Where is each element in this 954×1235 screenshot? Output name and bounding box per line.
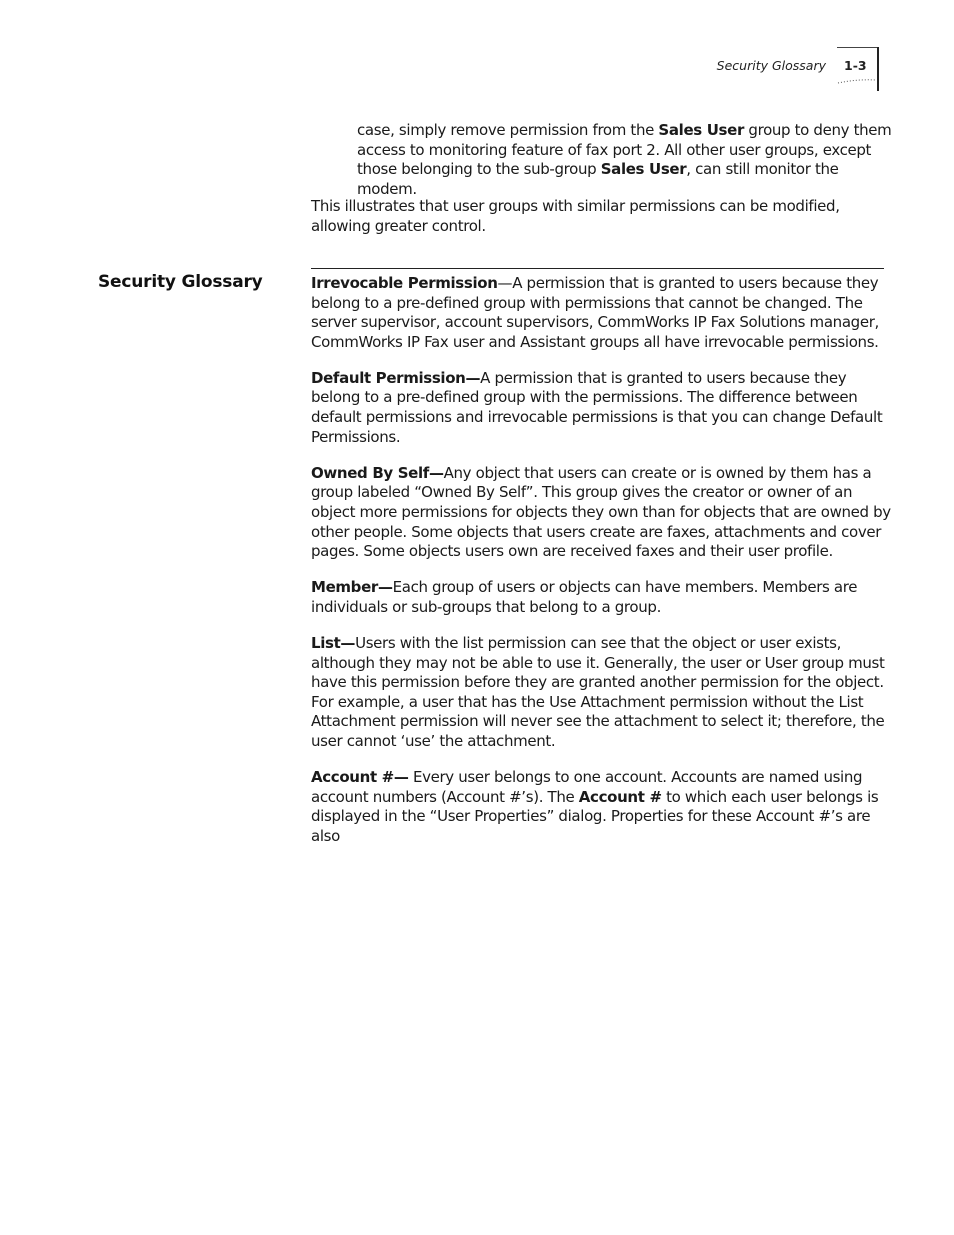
summary-paragraph: This illustrates that user groups with similar permissions can be modified, allowing greater control. bbox=[311, 197, 840, 235]
glossary-entry-irrevocable-permission bbox=[311, 274, 891, 352]
section-heading: Security Glossary bbox=[98, 272, 263, 292]
intro-text-3: , can still monitor the modem. bbox=[357, 160, 839, 198]
glossary-term: Member— bbox=[311, 578, 393, 597]
intro-text-2: group to deny them access to monitoring feature of fax port 2. All other user groups, except those belonging to the sub-group bbox=[357, 121, 892, 179]
glossary-term: List— bbox=[311, 633, 356, 652]
glossary-definition-part-2: to which each user belongs is displayed in the “User Properties” dialog. Properties for these Account #’s are also bbox=[311, 787, 879, 845]
glossary-entry-list bbox=[311, 634, 891, 752]
glossary-definition: A permission that is granted to users because they belong to a pre-defined group with the permissions. The difference between default permissions and irrevocable permissions is that you can change Default Permissions. bbox=[311, 368, 883, 446]
sales-user-group-name: Sales User bbox=[658, 121, 744, 139]
corner-dotted-decoration bbox=[837, 78, 877, 84]
glossary-entry-member bbox=[311, 578, 891, 617]
glossary-term: Default Permission— bbox=[311, 368, 481, 387]
glossary-term: Account #— bbox=[311, 767, 409, 786]
corner-rule-side bbox=[877, 47, 879, 91]
glossary-definition: Users with the list permission can see that the object or user exists, although they may not be able to use it. Generally, the user or User group must have this permission before they are granted another permission for the object. For example, a user that has the Use Attachment permission without the List Attachment permission will never see the attachment to select it; therefore, the user cannot ‘use’ the attachment. bbox=[311, 633, 885, 750]
running-header bbox=[600, 58, 868, 73]
glossary-entry-default-permission bbox=[311, 369, 891, 447]
page-number: 1-3 bbox=[844, 58, 867, 73]
corner-rule-top bbox=[837, 47, 879, 48]
glossary-entry-owned-by-self bbox=[311, 464, 891, 562]
glossary-entry-account-number bbox=[311, 768, 891, 846]
intro-paragraph-continued bbox=[357, 121, 892, 199]
glossary-definition: Any object that users can create or is owned by them has a group labeled “Owned By Self”. This group gives the creator or owner of an object more permissions for objects they own than for objects that are owned by other people. Some objects that users create are faxes, attachments and cover pages. Some objects users own are received faxes and their user profile. bbox=[311, 463, 891, 561]
intro-text-1: case, simply remove permission from the bbox=[357, 121, 659, 139]
account-number-term: Account # bbox=[578, 787, 662, 806]
glossary-definition-part-1: Every user belongs to one account. Accounts are named using account numbers (Account #’s). The bbox=[311, 767, 863, 806]
glossary-definition: —A permission that is granted to users because they belong to a pre-defined group with permissions that cannot be changed. The server supervisor, account supervisors, CommWorks IP Fax Solutions manager, CommWorks IP Fax user and Assistant groups all have irrevocable permissions. bbox=[311, 274, 879, 351]
glossary-term: Irrevocable Permission bbox=[311, 274, 498, 292]
sales-user-subgroup-name: Sales User bbox=[600, 160, 687, 179]
running-header-title: Security Glossary bbox=[716, 58, 826, 73]
section-divider bbox=[311, 268, 884, 269]
glossary-definition: Each group of users or objects can have members. Members are individuals or sub-groups that belong to a group. bbox=[311, 578, 858, 616]
glossary-term: Owned By Self— bbox=[311, 463, 444, 482]
glossary-list bbox=[311, 274, 891, 863]
